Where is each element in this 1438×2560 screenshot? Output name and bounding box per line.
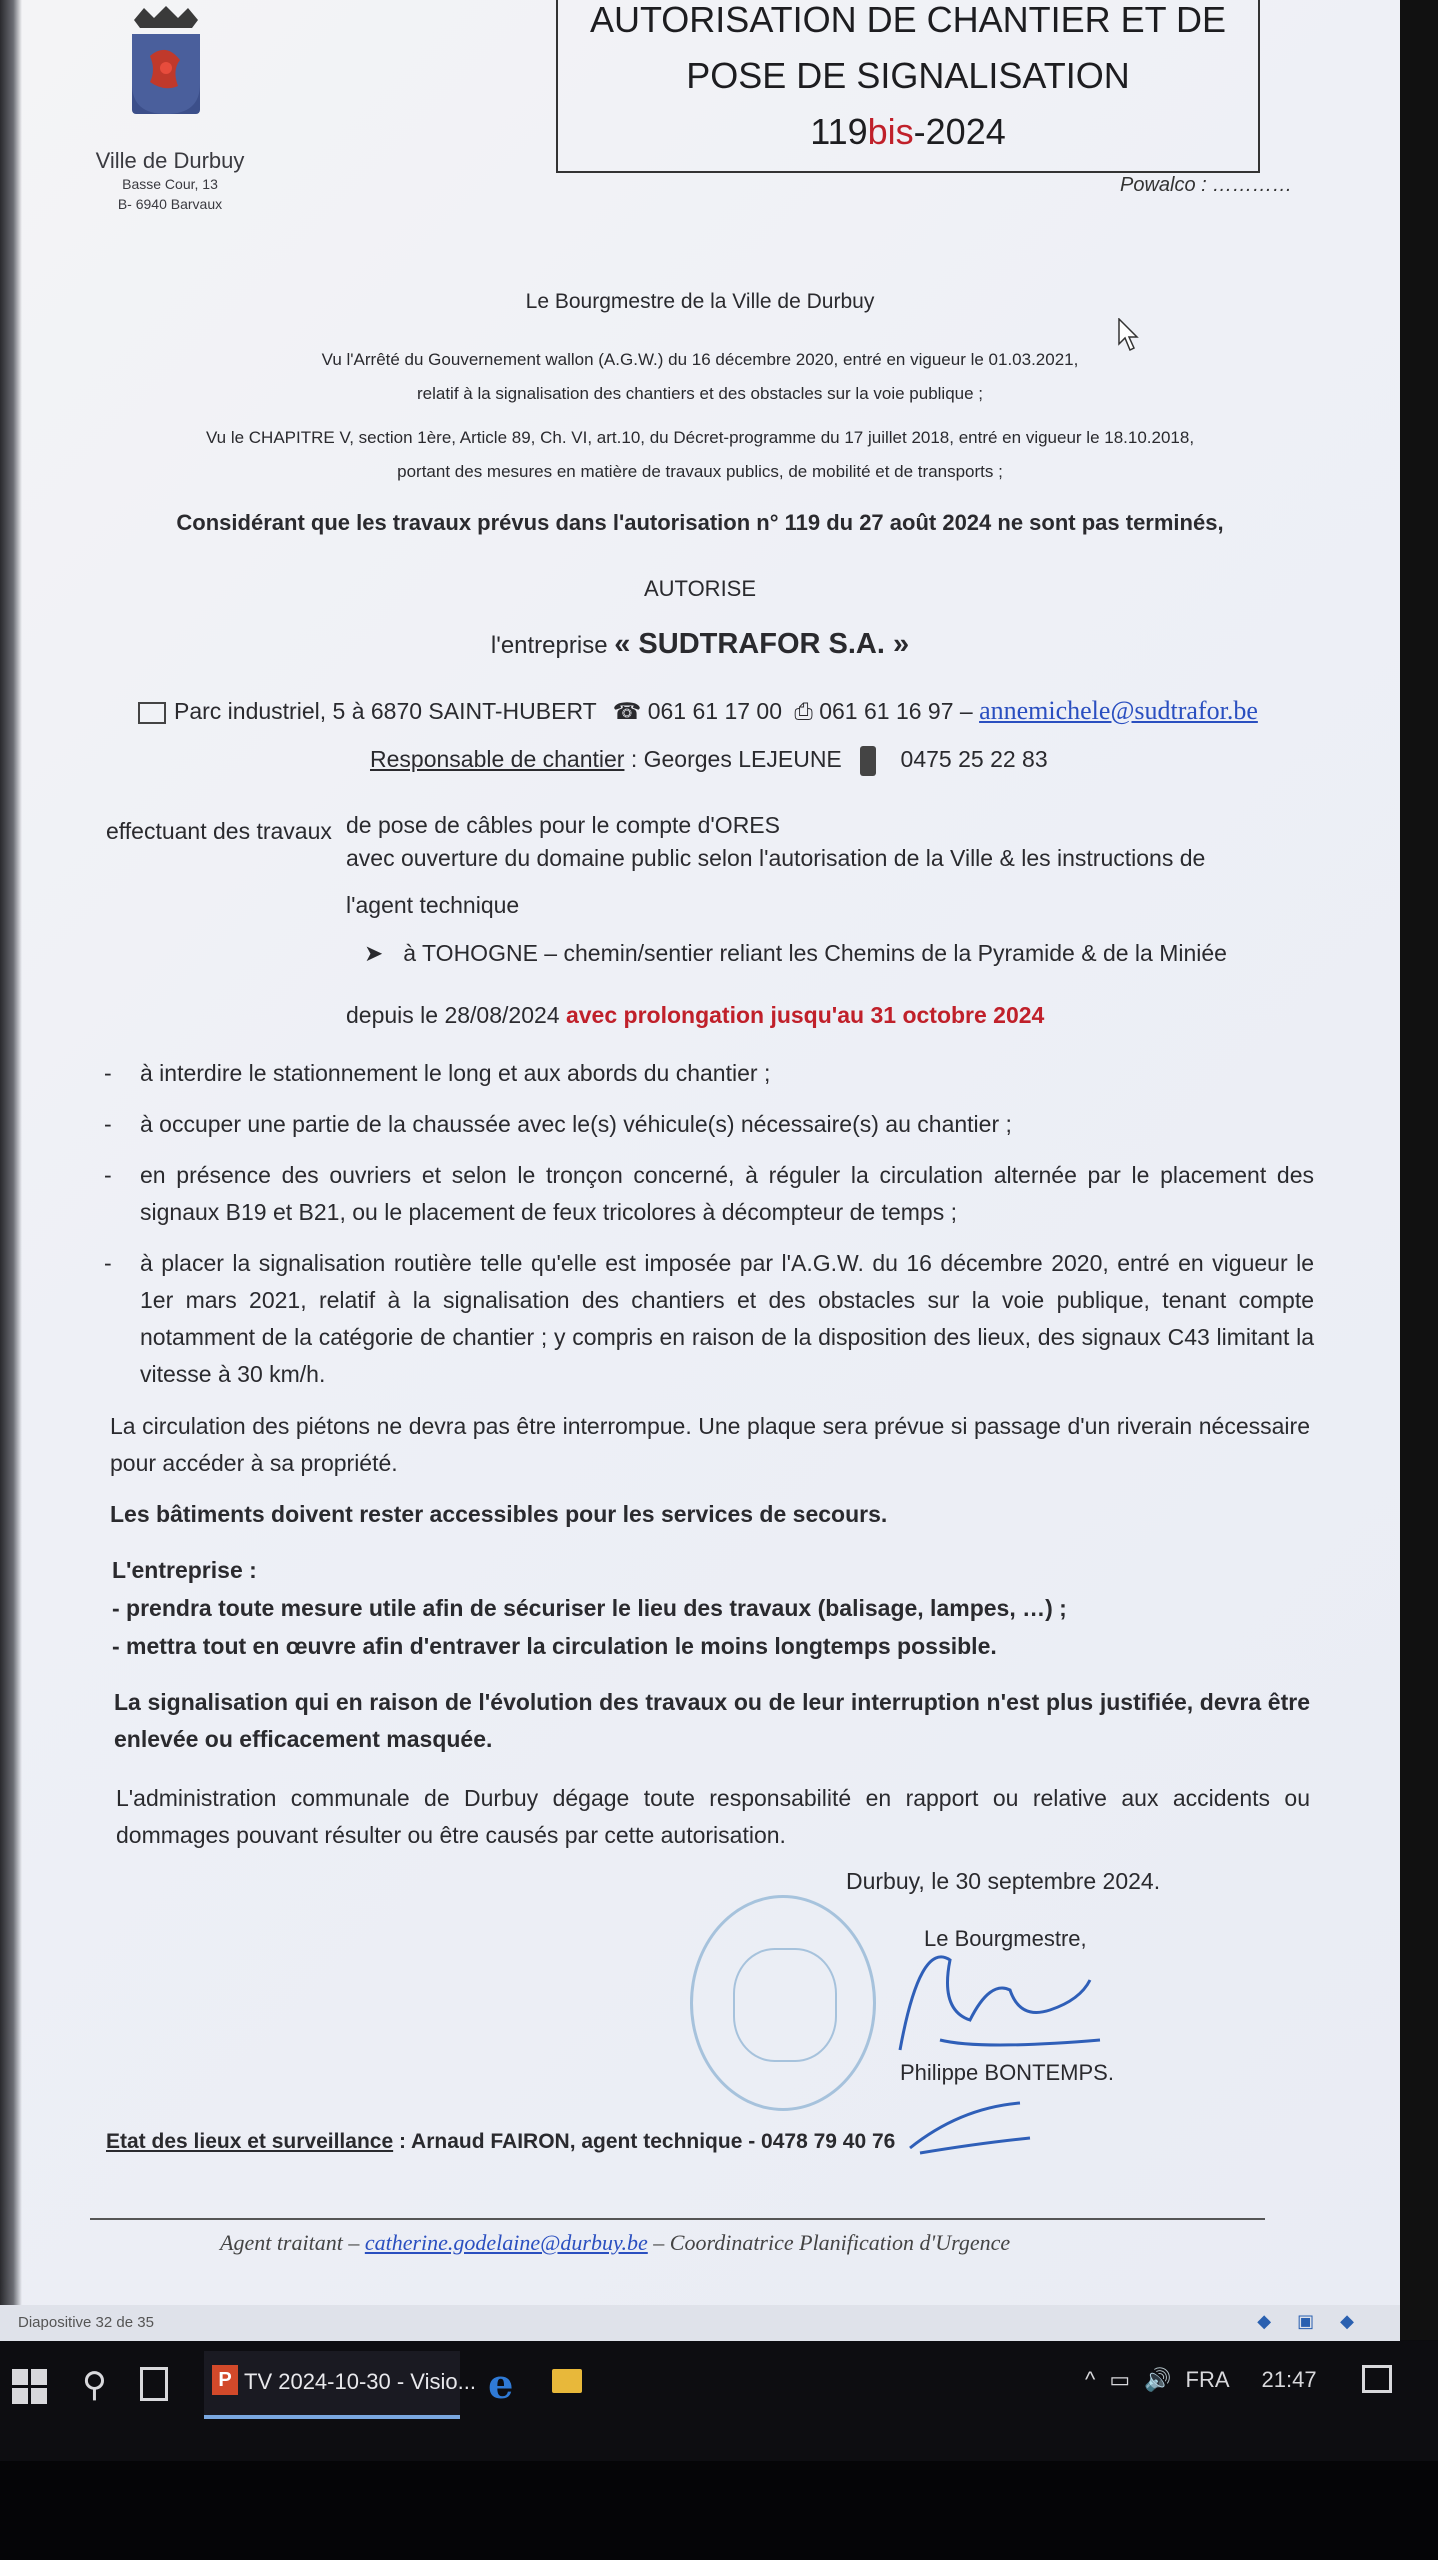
- initial-scribble-icon: [900, 2098, 1040, 2158]
- municipal-stamp: [690, 1895, 876, 2111]
- works-line3: l'agent technique: [346, 892, 520, 918]
- company-phone: 061 61 17 00: [647, 698, 783, 724]
- title-number-main: 119: [810, 111, 868, 152]
- company-prefix: l'entreprise: [490, 632, 608, 659]
- location-line: [364, 940, 1227, 967]
- status-bar-controls: [1257, 2311, 1380, 2332]
- task-view-icon[interactable]: [140, 2367, 168, 2401]
- company-line: [0, 628, 1400, 661]
- speaker-icon[interactable]: 🔊: [1144, 2367, 1172, 2392]
- liability-paragraph: L'administration communale de Durbuy dégage toute responsabilité en rapport ou relative aux accidents ou dommages pouvant résulter ou être causés par cette autorisation.: [116, 1785, 1310, 1848]
- city-address-line2: B- 6940 Barvaux: [117, 196, 223, 212]
- title-number-bis: bis: [867, 111, 914, 152]
- company-obligation-1: - prendra toute mesure utile afin de sécuriser le lieu des travaux (balisage, lampes, …) ;: [112, 1595, 1067, 1621]
- works-line1: de pose de câbles pour le compte d'ORES: [346, 812, 780, 838]
- screen-bezel: [1400, 0, 1438, 2340]
- screen-edge: [0, 0, 22, 2305]
- monitor-bottom-bezel: [0, 2461, 1438, 2560]
- considerant-text: Considérant que les travaux prévus dans l'autorisation n° 119 du 27 août 2024 ne sont pas terminés,: [176, 510, 1224, 535]
- list-item: - en présence des ouvriers et selon le tronçon concerné, à réguler la circulation alternée par le placement des signaux B19 et B21, ou le placement de feux tricolores à décompteur de temps ;: [104, 1157, 1314, 1231]
- language-indicator[interactable]: FRA: [1185, 2367, 1230, 2392]
- footer-suffix: – Coordinatrice Planification d'Urgence: [653, 2230, 1011, 2255]
- mobile-phone-icon: [860, 746, 876, 776]
- company-address: Parc industriel, 5 à 6870 SAINT-HUBERT: [174, 698, 597, 724]
- envelope-icon: [138, 702, 166, 724]
- title-line1: AUTORISATION DE CHANTIER ET DE: [589, 0, 1227, 40]
- inspection-label: Etat des lieux et surveillance: [106, 2130, 394, 2153]
- date-place: Durbuy, le 30 septembre 2024.: [846, 1868, 1161, 1894]
- notes-icon[interactable]: ◆: [1257, 2311, 1298, 2331]
- bourgmestre-intro: Le Bourgmestre de la Ville de Durbuy: [525, 290, 875, 313]
- signature-icon: [880, 1920, 1110, 2070]
- powerpoint-icon: P: [212, 2365, 238, 2395]
- taskbar-app-powerpoint[interactable]: [204, 2351, 476, 2419]
- signatory-title: Le Bourgmestre,: [924, 1926, 1087, 1951]
- system-tray: [1085, 2367, 1331, 2393]
- authorisation-list: [104, 1055, 1314, 1407]
- autorise-heading: AUTORISE: [643, 576, 757, 601]
- mouse-cursor-icon: [1118, 318, 1140, 352]
- inspection-value: : Arnaud FAIRON, agent technique - 0478 79 40 76: [398, 2130, 896, 2153]
- period-start: depuis le 28/08/2024: [346, 1002, 560, 1028]
- company-fax: 061 61 16 97 –: [819, 698, 973, 724]
- view-icon[interactable]: ◆: [1340, 2311, 1380, 2331]
- title-number-year: -2024: [913, 111, 1006, 152]
- windows-start-button[interactable]: [12, 2369, 48, 2405]
- city-name: Ville de Durbuy: [95, 148, 245, 173]
- list-item: - à placer la signalisation routière telle qu'elle est imposée par l'A.G.W. du 16 décembre 2020, entré en vigueur le 1er mars 2021, relatif à la signalisation des chantiers et des obstacles sur la voie publique, tenant compte notamment de la catégorie de chantier ; y compris en raison de la disposition des lieux, des signaux C43 limitant la vitesse à 30 km/h.: [104, 1245, 1314, 1393]
- signalisation-note: La signalisation qui en raison de l'évolution des travaux ou de leur interruption n'est plus justifiée, devra être enlevée ou efficacement masquée.: [114, 1689, 1310, 1752]
- buildings-paragraph: Les bâtiments doivent rester accessibles pour les services de secours.: [110, 1501, 888, 1527]
- fax-icon: ⎙: [794, 698, 813, 724]
- chevron-up-icon[interactable]: ^: [1085, 2367, 1096, 2392]
- legal-basis-1-line1: Vu l'Arrêté du Gouvernement wallon (A.G.W.) du 16 décembre 2020, entré en vigueur le 01.03.2021,: [321, 350, 1079, 369]
- company-email-link[interactable]: annemichele@sudtrafor.be: [979, 696, 1258, 725]
- city-address-line1: Basse Cour, 13: [122, 176, 218, 192]
- battery-icon[interactable]: ▭: [1109, 2367, 1131, 2392]
- taskbar: [0, 2341, 1438, 2461]
- footer-divider: [90, 2218, 1265, 2220]
- legal-basis-1-line2: relatif à la signalisation des chantiers et des obstacles sur la voie publique ;: [416, 384, 984, 403]
- edge-browser-icon[interactable]: e: [488, 2361, 514, 2408]
- city-header: [70, 148, 270, 214]
- status-bar: [0, 2305, 1400, 2341]
- slide-counter: Diapositive 32 de 35: [18, 2314, 154, 2331]
- company-obligation-2: - mettra tout en œuvre afin d'entraver la circulation le moins longtemps possible.: [112, 1633, 997, 1659]
- footer-email-link[interactable]: catherine.godelaine@durbuy.be: [364, 2230, 648, 2255]
- list-item: - à occuper une partie de la chaussée avec le(s) véhicule(s) nécessaire(s) au chantier ;: [104, 1106, 1314, 1143]
- taskbar-app-label: TV 2024-10-30 - Visio...: [244, 2369, 476, 2394]
- notification-center-icon[interactable]: [1362, 2365, 1392, 2393]
- site-manager-name: : Georges LEJEUNE: [630, 746, 842, 773]
- footer-line: [220, 2230, 1010, 2256]
- site-manager-line: [370, 746, 1048, 776]
- list-item: - à interdire le stationnement le long et aux abords du chantier ;: [104, 1055, 1314, 1092]
- site-manager-phone: 0475 25 22 83: [900, 746, 1048, 773]
- inspection-line: [106, 2130, 895, 2154]
- comments-icon[interactable]: ▣: [1297, 2311, 1341, 2331]
- company-contact-line: [138, 696, 1258, 726]
- phone-icon: ☎: [612, 698, 642, 724]
- powalco-reference: Powalco : …………: [1120, 174, 1293, 196]
- location-text: à TOHOGNE – chemin/sentier reliant les Chemins de la Pyramide & de la Miniée: [403, 940, 1227, 966]
- title-line2: POSE DE SIGNALISATION: [686, 55, 1130, 96]
- works-line2: avec ouverture du domaine public selon l'autorisation de la Ville & les instructions de: [346, 845, 1206, 871]
- works-label: effectuant des travaux: [106, 818, 332, 844]
- coat-of-arms-icon: [126, 6, 206, 136]
- title-number: [558, 104, 1258, 160]
- company-name: « SUDTRAFOR S.A. »: [614, 628, 910, 660]
- footer-prefix: Agent traitant –: [220, 2230, 360, 2255]
- period-line: [346, 1002, 1044, 1029]
- signatory-name: Philippe BONTEMPS.: [900, 2060, 1114, 2085]
- company-obligations-heading: L'entreprise :: [112, 1557, 257, 1583]
- site-manager-label: Responsable de chantier: [370, 746, 625, 773]
- pedestrian-paragraph: La circulation des piétons ne devra pas être interrompue. Une plaque sera prévue si passage d'un riverain nécessaire pour accéder à sa propriété.: [110, 1413, 1310, 1476]
- legal-basis-2-line2: portant des mesures en matière de travaux publics, de mobilité et de transports ;: [397, 462, 1003, 481]
- search-icon[interactable]: ⚲: [82, 2366, 107, 2404]
- document-title-box: [556, 0, 1260, 173]
- legal-basis-2-line1: Vu le CHAPITRE V, section 1ère, Article 89, Ch. VI, art.10, du Décret-programme du 17 juillet 2018, entré en vigueur le 18.10.2018,: [205, 428, 1195, 447]
- arrow-bullet-icon: ➤: [364, 940, 384, 966]
- period-extension: avec prolongation jusqu'au 31 octobre 2024: [565, 1002, 1045, 1028]
- clock[interactable]: 21:47: [1261, 2367, 1317, 2392]
- file-explorer-icon[interactable]: [552, 2369, 582, 2393]
